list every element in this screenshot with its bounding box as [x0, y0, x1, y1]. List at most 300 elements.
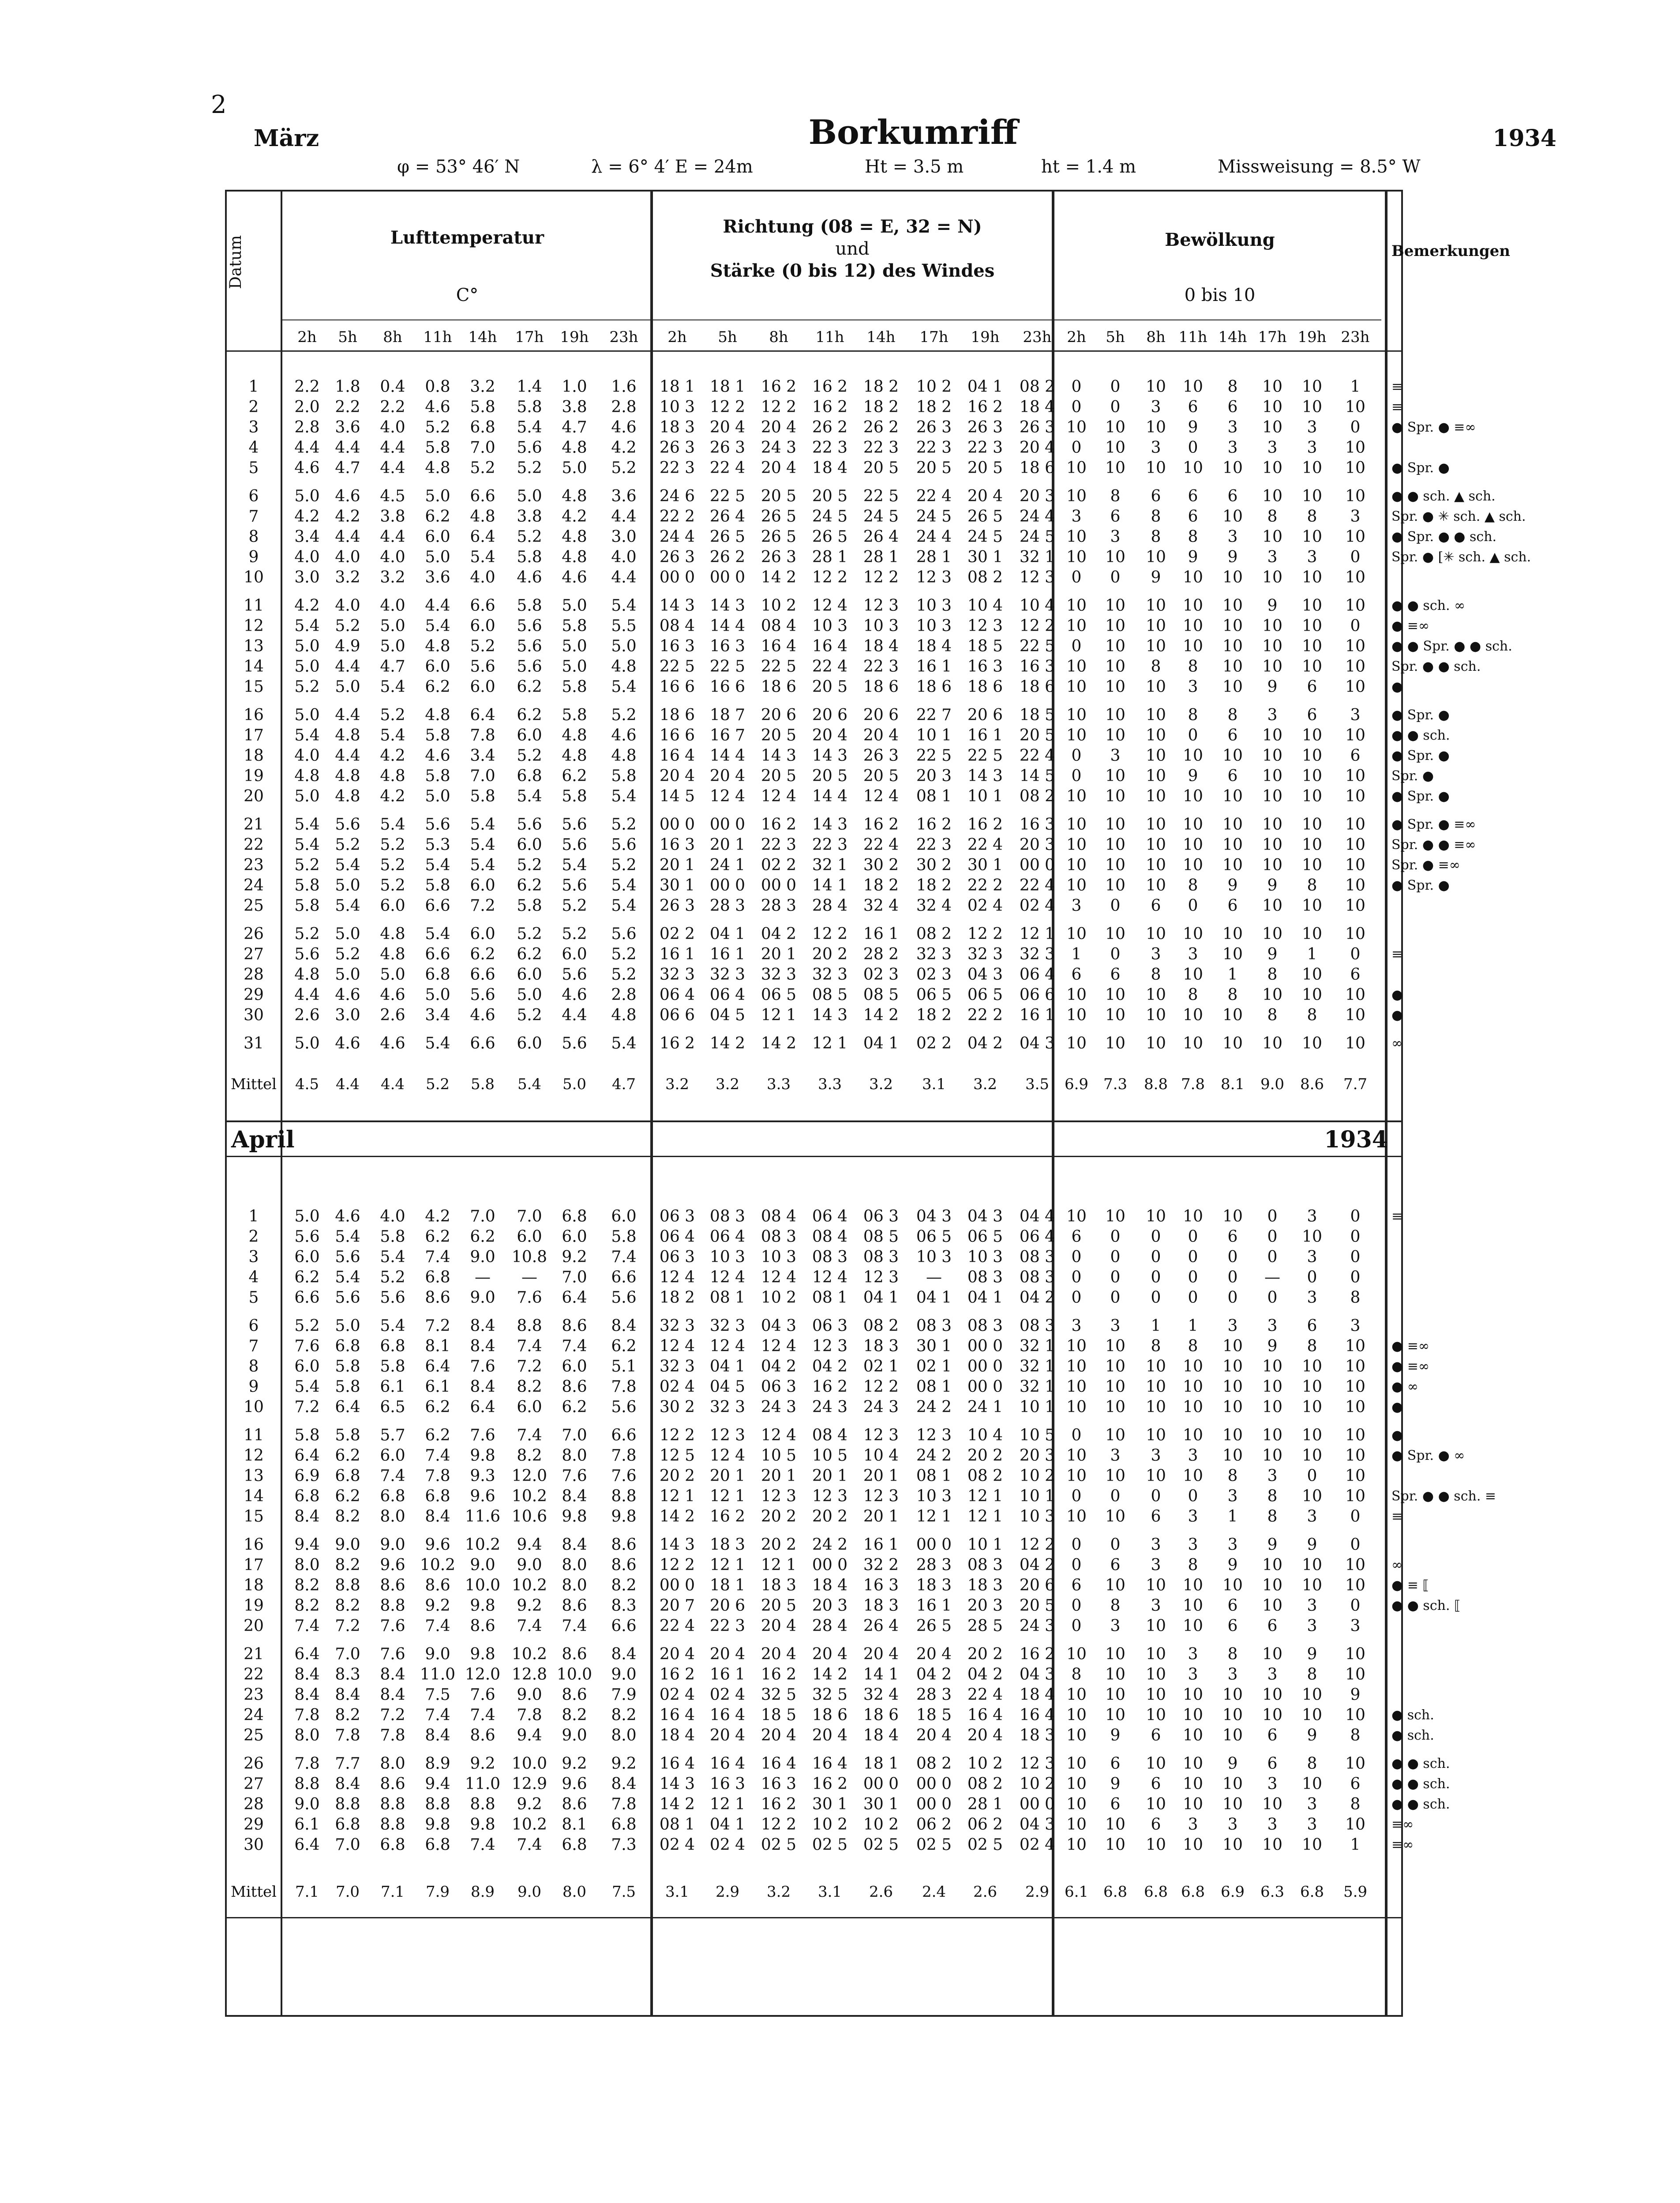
- cloud-cell: 10: [1183, 787, 1203, 805]
- temp-cell: 9.0: [562, 1726, 587, 1744]
- cloud-cell: 10: [1302, 1426, 1322, 1444]
- wind-cell: 18 3: [863, 1337, 899, 1355]
- mean-label: Mittel: [230, 1883, 277, 1901]
- wind-cell: 20 5: [761, 726, 797, 744]
- cloud-cell: 1: [1227, 966, 1238, 984]
- wind-cell: 20 2: [812, 1508, 848, 1526]
- cloud-cell: 0: [1071, 439, 1082, 457]
- wind-cell: 28 1: [812, 548, 848, 566]
- cloud-cell: 8: [1151, 658, 1161, 676]
- cloud-cell: 0: [1071, 1487, 1082, 1505]
- cloud-cell: 6: [1350, 1775, 1361, 1793]
- wind-cell: 22 3: [812, 836, 848, 854]
- wind-cell: 12 4: [709, 787, 746, 805]
- remark-cell: ● ∞: [1391, 1379, 1418, 1395]
- temp-cell: 7.4: [562, 1617, 587, 1635]
- cloud-cell: 10: [1302, 617, 1322, 635]
- temp-cell: 8.8: [380, 1597, 405, 1615]
- wind-cell: 04 3: [916, 1207, 952, 1226]
- wind-cell: 00 0: [761, 876, 797, 895]
- remark-cell: ● ● sch.: [1391, 728, 1450, 743]
- temp-cell: 8.0: [611, 1726, 637, 1744]
- wind-cell: 12 2: [1019, 617, 1055, 635]
- cloud-cell: 10: [1222, 816, 1243, 834]
- day-cell: 23: [244, 856, 264, 874]
- temp-cell: 8.4: [294, 1508, 320, 1526]
- wind-cell: 02 1: [863, 1357, 899, 1376]
- temp-cell: 6.6: [611, 1426, 637, 1444]
- cloud-cell: 10: [1183, 925, 1203, 943]
- remark-cell: [1391, 438, 1621, 458]
- wind-cell: 06 4: [709, 986, 746, 1004]
- coord-ht-lower: ht = 1.4 m: [1041, 157, 1136, 177]
- cloud-cell: 10: [1183, 1398, 1203, 1416]
- cloud-cell: 10: [1262, 1706, 1282, 1724]
- cloud-cell: 10: [1105, 836, 1125, 854]
- wind-cell: 02 2: [761, 856, 797, 874]
- cloud-cell: 10: [1183, 1357, 1203, 1376]
- temp-hour-4: 14h: [468, 328, 497, 346]
- day-cell: 28: [244, 966, 264, 984]
- wind-cell: 18 1: [709, 378, 746, 396]
- cloud-cell: 10: [1146, 706, 1166, 724]
- table-row: [227, 458, 1450, 478]
- cloud-cell: 10: [1345, 398, 1365, 416]
- day-cell: 10: [244, 568, 264, 586]
- wind-cell: 28 3: [709, 897, 746, 915]
- wind-cell: 20 5: [916, 459, 952, 477]
- cloud-cell: 10: [1345, 1706, 1365, 1724]
- cloud-cell: 0: [1350, 1268, 1361, 1286]
- cloud-cell: 10: [1105, 1576, 1125, 1594]
- temp-cell: 8.8: [611, 1487, 637, 1505]
- temp-cell: 4.8: [425, 459, 450, 477]
- wind-cell: 16 1: [709, 945, 746, 963]
- temp-cell: 9.0: [611, 1665, 637, 1684]
- wind-cell: 12 3: [1019, 568, 1055, 586]
- wind-cell: 3.2: [715, 1075, 740, 1093]
- wind-cell: 02 2: [916, 1034, 952, 1053]
- temp-hour-2: 8h: [383, 328, 402, 346]
- temp-cell: 5.2: [425, 1075, 450, 1093]
- temp-cell: 5.2: [380, 706, 405, 724]
- temp-cell: 5.0: [562, 597, 587, 615]
- wind-cell: 16 7: [709, 726, 746, 744]
- wind-cell: 02 3: [916, 966, 952, 984]
- table-row: [227, 815, 1476, 835]
- temp-cell: 4.4: [294, 986, 320, 1004]
- cloud-cell: 10: [1222, 1398, 1243, 1416]
- cloud-cell: 6: [1307, 678, 1317, 696]
- wind-cell: 14 3: [709, 597, 746, 615]
- wind-cell: 16 4: [709, 1706, 746, 1724]
- cloud-cell: 0: [1071, 1248, 1082, 1266]
- cloud-cell: 6.1: [1064, 1883, 1089, 1901]
- wind-cell: 00 0: [659, 568, 695, 586]
- wind-cell: 12 3: [709, 1426, 746, 1444]
- temp-cell: 8.2: [335, 1706, 360, 1724]
- wind-cell: 10 2: [967, 1755, 1003, 1773]
- temp-cell: 8.0: [380, 1508, 405, 1526]
- temp-cell: 4.4: [562, 1006, 587, 1024]
- cloud-cell: 9: [1307, 1536, 1317, 1554]
- remark-cell: ∞: [1391, 1557, 1402, 1573]
- wind-cell: 04 3: [761, 1317, 797, 1335]
- wind-cell: 26 5: [967, 508, 1003, 526]
- cloud-cell: 10: [1183, 1775, 1203, 1793]
- remark-cell: [1391, 1247, 1621, 1267]
- cloud-cell: 10: [1302, 767, 1322, 785]
- cloud-cell: 10: [1066, 1357, 1087, 1376]
- temp-cell: 3.0: [335, 1006, 360, 1024]
- wind-cell: 10 2: [761, 597, 797, 615]
- remark-cell: ● Spr. ●: [1391, 748, 1450, 763]
- temp-cell: 5.2: [611, 945, 637, 963]
- temp-cell: 5.2: [611, 856, 637, 874]
- temp-cell: 8.4: [425, 1508, 450, 1526]
- table-row: [227, 657, 1481, 677]
- cloud-cell: 8: [1227, 378, 1238, 396]
- wind-cell: 22 3: [863, 658, 899, 676]
- cloud-cell: 9: [1110, 1775, 1121, 1793]
- temp-cell: 6.8: [425, 1836, 450, 1854]
- table-row: [227, 1596, 1461, 1616]
- cloud-cell: 10: [1105, 1706, 1125, 1724]
- temp-cell: 6.8: [517, 767, 542, 785]
- cloud-cell: 9: [1267, 876, 1278, 895]
- temp-cell: 7.4: [294, 1617, 320, 1635]
- wind-cell: 20 7: [659, 1597, 695, 1615]
- cloud-cell: 3: [1151, 1536, 1161, 1554]
- wind-cell: 02 4: [1019, 897, 1055, 915]
- wind-cell: 22 3: [916, 836, 952, 854]
- wind-cell: 20 3: [1019, 1447, 1055, 1465]
- wind-cell: 22 4: [659, 1617, 695, 1635]
- temp-cell: 6.6: [611, 1268, 637, 1286]
- wind-cell: 10 3: [761, 1248, 797, 1266]
- wind-cell: 06 3: [659, 1207, 695, 1226]
- cloud-cell: 10: [1262, 1836, 1282, 1854]
- temp-cell: 2.0: [294, 398, 320, 416]
- temp-cell: 5.8: [517, 398, 542, 416]
- temp-cell: 9.8: [470, 1597, 495, 1615]
- wind-cell: 22 4: [1019, 747, 1055, 765]
- day-cell: 27: [244, 1775, 264, 1793]
- cloud-cell: 10: [1146, 1034, 1166, 1053]
- wind-cell: 24 5: [812, 508, 848, 526]
- wind-cell: 12 2: [812, 925, 848, 943]
- temp-cell: 4.8: [335, 787, 360, 805]
- wind-cell: 24 2: [812, 1536, 848, 1554]
- day-cell: 12: [244, 617, 264, 635]
- wind-cell: 26 2: [863, 418, 899, 436]
- temp-cell: 5.2: [294, 856, 320, 874]
- temp-cell: 5.0: [425, 787, 450, 805]
- temp-cell: 5.4: [335, 856, 360, 874]
- wind-cell: 20 2: [761, 1508, 797, 1526]
- station-title: Borkumriff: [808, 113, 1018, 152]
- temp-cell: 7.8: [294, 1755, 320, 1773]
- temp-cell: 3.8: [380, 508, 405, 526]
- temp-cell: 4.2: [611, 439, 637, 457]
- cloud-cell: 10: [1262, 1556, 1282, 1574]
- cloud-cell: 6: [1227, 1617, 1238, 1635]
- remark-cell: ● ● sch.: [1391, 1756, 1450, 1771]
- wind-cell: 20 1: [709, 836, 746, 854]
- day-cell: 22: [244, 836, 264, 854]
- temp-cell: 5.0: [294, 487, 320, 505]
- wind-cell: 16 6: [659, 726, 695, 744]
- wind-cell: 22 4: [709, 459, 746, 477]
- cloud-cell: 3: [1267, 1775, 1278, 1793]
- cloud-cell: 10: [1146, 1398, 1166, 1416]
- wind-cell: 20 4: [761, 418, 797, 436]
- temp-cell: 5.8: [425, 876, 450, 895]
- cloud-cell: 6: [1227, 767, 1238, 785]
- wind-cell: 12 1: [761, 1556, 797, 1574]
- cloud-cell: 10: [1302, 856, 1322, 874]
- day-cell: 5: [248, 459, 259, 477]
- wind-cell: 32 3: [916, 945, 952, 963]
- wind-cell: 14 4: [812, 787, 848, 805]
- wind-cell: 2.9: [1025, 1883, 1050, 1901]
- wind-cell: 16 1: [709, 1665, 746, 1684]
- cloud-cell: 8: [1227, 706, 1238, 724]
- temp-cell: 9.8: [470, 1447, 495, 1465]
- cloud-cell: 0: [1071, 1289, 1082, 1307]
- wind-cell: 02 4: [709, 1686, 746, 1704]
- wind-cell: 22 4: [916, 487, 952, 505]
- temp-cell: 6.4: [470, 528, 495, 546]
- temp-cell: 7.6: [611, 1467, 637, 1485]
- cloud-cell: 0: [1151, 1228, 1161, 1246]
- cloud-cell: 10: [1262, 1597, 1282, 1615]
- wind-cell: 22 5: [709, 487, 746, 505]
- temp-cell: 3.8: [517, 508, 542, 526]
- cloud-cell: 10: [1066, 986, 1087, 1004]
- temp-cell: 9.0: [335, 1536, 360, 1554]
- wind-cell: 12 1: [709, 1487, 746, 1505]
- cloud-cell: 8: [1307, 508, 1317, 526]
- temp-cell: 5.8: [335, 1378, 360, 1396]
- cloud-cell: 8: [1188, 876, 1198, 895]
- temp-cell: 5.2: [562, 925, 587, 943]
- cloud-cell: 6: [1110, 1755, 1121, 1773]
- cloud-cell: 10: [1183, 816, 1203, 834]
- remark-cell: [1391, 1535, 1621, 1555]
- cloud-cell: 6: [1267, 1726, 1278, 1744]
- temp-cell: 5.6: [294, 1228, 320, 1246]
- temp-cell: 7.0: [335, 1645, 360, 1663]
- temp-cell: 5.0: [294, 1207, 320, 1226]
- wind-cell: 08 2: [916, 1755, 952, 1773]
- wind-cell: 12 5: [659, 1447, 695, 1465]
- table-row: [227, 786, 1450, 807]
- wind-cell: 06 2: [967, 1816, 1003, 1834]
- temp-cell: 5.0: [294, 637, 320, 655]
- cloud-cell: 6: [1110, 1556, 1121, 1574]
- temp-cell: 6.8: [380, 1836, 405, 1854]
- wind-cell: 18 6: [863, 678, 899, 696]
- cloud-cell: 3: [1110, 747, 1121, 765]
- temp-cell: 7.2: [425, 1317, 450, 1335]
- temp-cell: 5.2: [517, 459, 542, 477]
- cloud-cell: 3: [1227, 1536, 1238, 1554]
- cloud-cell: 10: [1146, 1645, 1166, 1663]
- cloud-cell: 10: [1262, 1378, 1282, 1396]
- temp-cell: 6.0: [562, 1357, 587, 1376]
- cloud-cell: 10: [1105, 856, 1125, 874]
- temp-cell: 1.6: [611, 378, 637, 396]
- wind-cell: 00 0: [967, 1337, 1003, 1355]
- cloud-cell: 10: [1066, 836, 1087, 854]
- cloud-cell: 10: [1222, 925, 1243, 943]
- temp-cell: 4.8: [611, 1006, 637, 1024]
- wind-cell: 14 3: [761, 747, 797, 765]
- cloud-cell: 6: [1227, 726, 1238, 744]
- temp-cell: 4.7: [611, 1075, 636, 1093]
- cloud-cell: 7.8: [1181, 1075, 1205, 1093]
- temp-cell: 5.4: [611, 678, 637, 696]
- cloud-cell: 9: [1151, 568, 1161, 586]
- temp-hour-3: 11h: [423, 328, 452, 346]
- day-cell: 26: [244, 1755, 264, 1773]
- wind-cell: 30 1: [967, 856, 1003, 874]
- wind-cell: 08 3: [761, 1228, 797, 1246]
- cloud-cell: 3: [1151, 1447, 1161, 1465]
- temp-cell: 8.0: [294, 1556, 320, 1574]
- temp-cell: 5.2: [517, 925, 542, 943]
- temp-cell: 5.8: [470, 787, 495, 805]
- wind-cell: 20 3: [916, 767, 952, 785]
- cloud-cell: 10: [1302, 658, 1322, 676]
- temp-cell: 7.4: [425, 1447, 450, 1465]
- cloud-cell: 10: [1183, 1207, 1203, 1226]
- temp-cell: 7.4: [470, 1706, 495, 1724]
- temp-cell: 4.2: [380, 747, 405, 765]
- temp-cell: 10.8: [511, 1248, 548, 1266]
- temp-cell: 9.2: [470, 1755, 495, 1773]
- temp-cell: 9.0: [425, 1645, 450, 1663]
- cloud-cell: 10: [1146, 418, 1166, 436]
- cloud-cell: 8.8: [1144, 1075, 1168, 1093]
- cloud-cell: 3: [1071, 1317, 1082, 1335]
- wind-cell: 14 2: [812, 1665, 848, 1684]
- temp-hour-5: 17h: [515, 328, 544, 346]
- table-row: [227, 1005, 1403, 1026]
- wind-cell: 16 6: [709, 678, 746, 696]
- temp-cell: 6.8: [335, 1816, 360, 1834]
- cloud-cell: 0: [1110, 897, 1121, 915]
- cloud-cell: 10: [1302, 787, 1322, 805]
- temp-cell: 8.6: [562, 1378, 587, 1396]
- temp-cell: 6.2: [470, 945, 495, 963]
- cloud-cell: 6: [1307, 1317, 1317, 1335]
- cloud-cell: 10: [1146, 856, 1166, 874]
- cloud-cell: 10: [1222, 1357, 1243, 1376]
- cloud-cell: 8: [1110, 1597, 1121, 1615]
- temp-cell: 11.0: [420, 1665, 456, 1684]
- temp-cell: 7.1: [295, 1883, 319, 1901]
- temp-cell: 5.5: [611, 617, 637, 635]
- temp-cell: 8.4: [562, 1487, 587, 1505]
- wind-cell: 12 1: [761, 1006, 797, 1024]
- temp-cell: 9.0: [470, 1556, 495, 1574]
- temp-cell: 6.0: [470, 617, 495, 635]
- cloud-cell: 10: [1302, 966, 1322, 984]
- wind-cell: 04 5: [709, 1378, 746, 1396]
- cloud-cell: 0: [1188, 726, 1198, 744]
- wind-cell: 10 4: [967, 1426, 1003, 1444]
- temp-cell: 7.8: [380, 1726, 405, 1744]
- temp-cell: 6.8: [425, 1268, 450, 1286]
- remark-cell: [1391, 1685, 1621, 1705]
- cloud-cell: 10: [1222, 617, 1243, 635]
- wind-cell: 24 5: [916, 508, 952, 526]
- cloud-cell: 6: [1350, 966, 1361, 984]
- wind-cell: 02 4: [709, 1836, 746, 1854]
- wind-cell: 3.1: [665, 1883, 690, 1901]
- wind-cell: 02 4: [1019, 1836, 1055, 1854]
- temp-cell: 7.1: [380, 1883, 405, 1901]
- wind-cell: 00 0: [1019, 1795, 1055, 1813]
- temp-cell: 9.6: [470, 1487, 495, 1505]
- temp-cell: 2.2: [335, 398, 360, 416]
- temp-cell: 7.6: [380, 1617, 405, 1635]
- wind-cell: 22 3: [916, 439, 952, 457]
- cloud-cell: 0: [1267, 1289, 1278, 1307]
- cloud-cell: 10: [1222, 836, 1243, 854]
- cloud-cell: 0: [1071, 1268, 1082, 1286]
- cloud-cell: 6: [1110, 1795, 1121, 1813]
- wind-cell: 10 3: [863, 617, 899, 635]
- temp-cell: 6.2: [517, 678, 542, 696]
- wind-cell: 10 2: [761, 1289, 797, 1307]
- cloud-cell: 10: [1146, 816, 1166, 834]
- temp-cell: 3.6: [425, 568, 450, 586]
- temp-cell: 5.6: [611, 836, 637, 854]
- cloud-cell: 10: [1302, 487, 1322, 505]
- temp-cell: 6.2: [425, 1426, 450, 1444]
- temp-cell: 5.0: [294, 706, 320, 724]
- wind-cell: 12 4: [761, 1426, 797, 1444]
- cloud-cell: 0: [1188, 1228, 1198, 1246]
- cloud-cell: 6.9: [1220, 1883, 1245, 1901]
- temp-cell: 8.3: [335, 1665, 360, 1684]
- temp-cell: 7.0: [562, 1426, 587, 1444]
- wind-cell: 32 1: [1019, 1337, 1055, 1355]
- wind-cell: 08 5: [863, 986, 899, 1004]
- cloud-cell: 10: [1146, 548, 1166, 566]
- temp-cell: 7.0: [335, 1883, 360, 1901]
- day-cell: 6: [248, 1317, 259, 1335]
- wind-cell: 12 3: [916, 568, 952, 586]
- wind-cell: 02 5: [761, 1836, 797, 1854]
- wind-cell: 18 6: [812, 1706, 848, 1724]
- wind-cell: 04 4: [1019, 1207, 1055, 1226]
- wind-cell: 08 4: [812, 1228, 848, 1246]
- temp-cell: 5.0: [294, 658, 320, 676]
- day-cell: 4: [248, 1268, 259, 1286]
- temp-cell: 5.8: [470, 1075, 495, 1093]
- wind-cell: 16 3: [659, 637, 695, 655]
- temp-cell: 7.9: [611, 1686, 637, 1704]
- cloud-cell: 10: [1066, 418, 1087, 436]
- cloud-cell: 0: [1110, 1228, 1121, 1246]
- temp-cell: 9.0: [517, 1686, 542, 1704]
- temp-cell: 12.8: [511, 1665, 548, 1684]
- cloud-cell: 10: [1262, 398, 1282, 416]
